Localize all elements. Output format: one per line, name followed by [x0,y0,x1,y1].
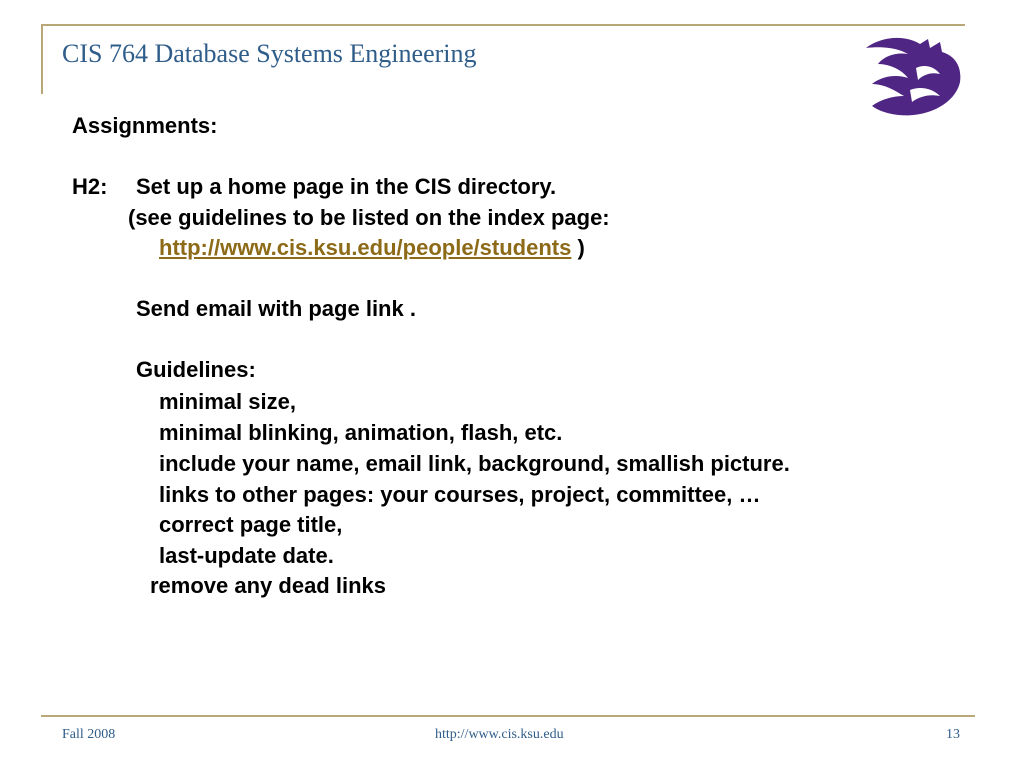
guideline-item: minimal blinking, animation, flash, etc. [159,420,563,445]
ksu-wildcat-logo-icon [858,34,968,120]
index-link-line [159,235,585,261]
email-instruction: Send email with page link . [136,296,416,321]
index-page-link[interactable]: http://www.cis.ksu.edu/people/students [159,235,572,260]
guideline-item: include your name, email link, background, smallish picture. [159,451,790,476]
footer-url: http://www.cis.ksu.edu [435,727,564,742]
guidelines-note: (see guidelines to be listed on the index page: [128,205,610,230]
slide-title: CIS 764 Database Systems Engineering [62,39,477,68]
assignment-task: Set up a home page in the CIS directory. [136,174,557,199]
footer-date: Fall 2008 [62,727,116,742]
page-number: 13 [946,727,960,742]
footer-rule [41,715,975,717]
header-rule [41,24,965,26]
guideline-item: links to other pages: your courses, project, committee, … [159,482,761,507]
header-side-rule [41,24,43,94]
guidelines-heading: Guidelines: [136,357,256,382]
index-link-close: ) [577,235,585,260]
guideline-item: last-update date. [159,543,334,568]
assignments-heading: Assignments: [72,113,218,138]
guideline-item: minimal size, [159,389,296,414]
assignment-code: H2: [72,174,108,199]
final-guideline: remove any dead links [150,573,386,598]
guideline-item: correct page title, [159,512,343,537]
